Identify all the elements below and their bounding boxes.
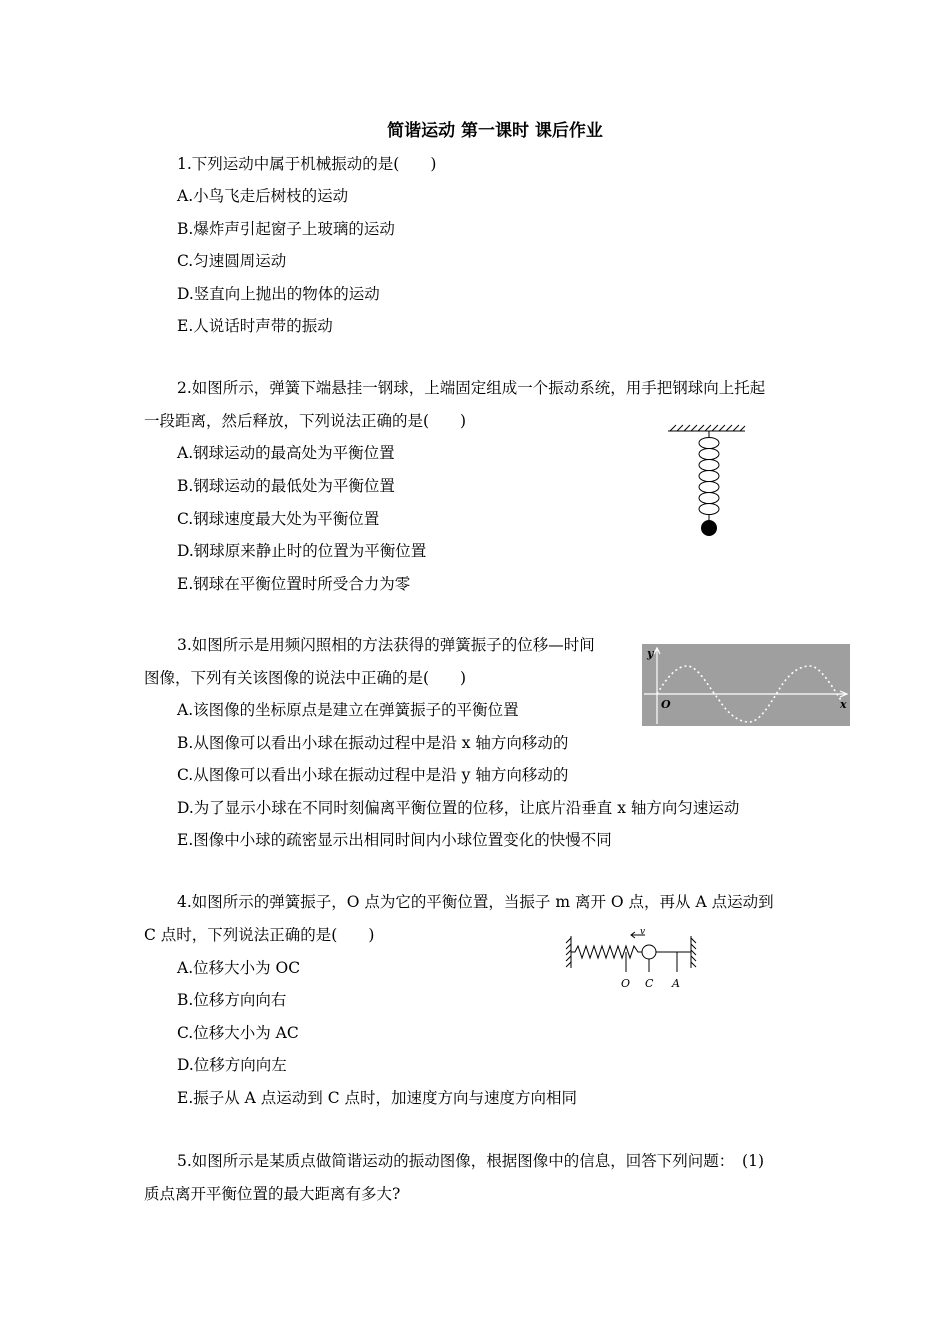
page-title: 简谐运动 第一课时 课后作业 bbox=[387, 121, 603, 141]
steel-ball bbox=[701, 520, 717, 536]
q2-option-b: B.钢球运动的最低处为平衡位置 bbox=[177, 477, 395, 495]
q4-option-d: D.位移方向向左 bbox=[177, 1056, 287, 1074]
q2-option-a: A.钢球运动的最高处为平衡位置 bbox=[177, 444, 395, 462]
right-wall bbox=[691, 936, 696, 968]
label-a: A bbox=[672, 977, 680, 990]
q1-option-b: B.爆炸声引起窗子上玻璃的运动 bbox=[177, 220, 395, 238]
q3-option-d: D.为了显示小球在不同时刻偏离平衡位置的位移，让底片沿垂直 x 轴方向匀速运动 bbox=[177, 799, 740, 817]
q3-option-c: C.从图像可以看出小球在振动过程中是沿 y 轴方向移动的 bbox=[177, 766, 569, 784]
q4-option-b: B.位移方向向右 bbox=[177, 991, 287, 1009]
q4-stem-line1: 4.如图所示的弹簧振子，O 点为它的平衡位置，当振子 m 离开 O 点，再从 A 点运动到 bbox=[177, 893, 774, 911]
graph-y-label: y bbox=[647, 647, 654, 660]
q1-option-e: E.人说话时声带的振动 bbox=[177, 317, 333, 335]
graph-origin-label: O bbox=[661, 698, 671, 711]
q5-stem-line1: 5.如图所示是某质点做简谐运动的振动图像，根据图像中的信息，回答下列问题： (1) bbox=[177, 1152, 764, 1170]
graph-x-label: x bbox=[840, 698, 847, 711]
strobe-graph-figure bbox=[642, 644, 850, 726]
horizontal-oscillator-figure bbox=[563, 926, 699, 990]
q2-option-d: D.钢球原来静止时的位置为平衡位置 bbox=[177, 542, 427, 560]
q2-stem-line1: 2.如图所示，弹簧下端悬挂一钢球，上端固定组成一个振动系统，用手把钢球向上托起 bbox=[177, 379, 766, 397]
left-wall bbox=[566, 936, 571, 968]
spring-coil bbox=[699, 431, 719, 521]
q2-stem-line2: 一段距离，然后释放，下列说法正确的是( ) bbox=[144, 412, 467, 430]
q3-stem-line2: 图像，下列有关该图像的说法中正确的是( ) bbox=[144, 669, 467, 687]
spring-zigzag bbox=[571, 946, 642, 958]
q1-option-d: D.竖直向上抛出的物体的运动 bbox=[177, 285, 380, 303]
velocity-label: v bbox=[640, 927, 646, 937]
q3-option-a: A.该图像的坐标原点是建立在弹簧振子的平衡位置 bbox=[177, 701, 519, 719]
q3-stem-line1: 3.如图所示是用频闪照相的方法获得的弹簧振子的位移—时间 bbox=[177, 636, 595, 654]
q1-option-c: C.匀速圆周运动 bbox=[177, 252, 287, 270]
q1-stem: 1.下列运动中属于机械振动的是( ) bbox=[177, 155, 437, 173]
spring-ball-figure bbox=[665, 422, 750, 542]
q3-option-e: E.图像中小球的疏密显示出相同时间内小球位置变化的快慢不同 bbox=[177, 831, 612, 849]
q5-stem-line2: 质点离开平衡位置的最大距离有多大? bbox=[144, 1185, 401, 1203]
oscillator-ball bbox=[642, 945, 656, 959]
graph-background bbox=[642, 644, 850, 726]
label-o: O bbox=[621, 977, 631, 990]
label-c: C bbox=[645, 977, 654, 990]
q2-option-e: E.钢球在平衡位置时所受合力为零 bbox=[177, 575, 411, 593]
q1-option-a: A.小鸟飞走后树枝的运动 bbox=[177, 187, 349, 205]
q3-option-b: B.从图像可以看出小球在振动过程中是沿 x 轴方向移动的 bbox=[177, 734, 569, 752]
q4-option-c: C.位移大小为 AC bbox=[177, 1024, 299, 1042]
q4-option-a: A.位移大小为 OC bbox=[177, 959, 301, 977]
q2-option-c: C.钢球速度最大处为平衡位置 bbox=[177, 510, 380, 528]
q4-option-e: E.振子从 A 点运动到 C 点时，加速度方向与速度方向相同 bbox=[177, 1089, 578, 1107]
ceiling-hatch bbox=[668, 425, 745, 431]
q4-stem-line2: C 点时，下列说法正确的是( ) bbox=[144, 926, 375, 944]
